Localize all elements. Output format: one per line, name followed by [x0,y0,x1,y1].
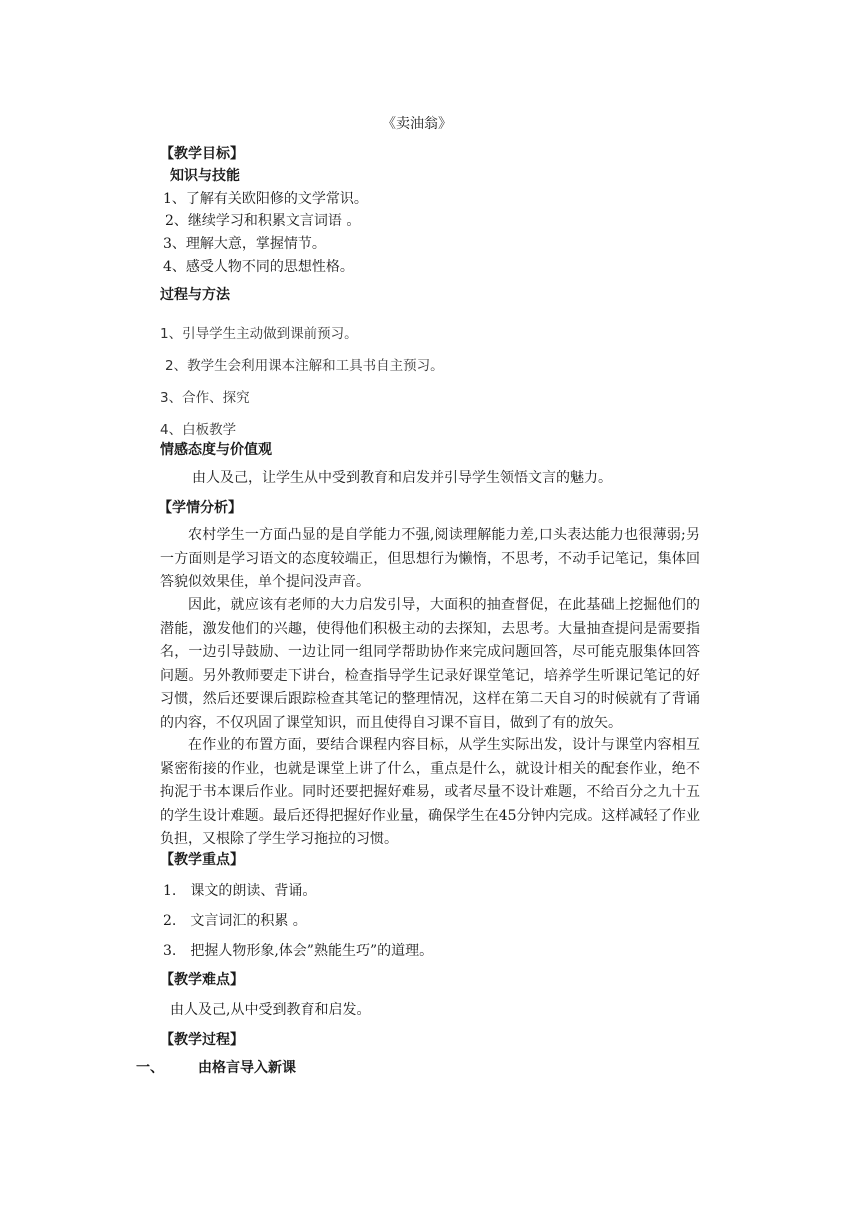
key-point-text: 文言词汇的积累 。 [190,913,307,929]
process-item: 3、合作、探究 [160,390,250,406]
emotion-text: 由人及己，让学生从中受到教育和启发并引导学生领悟文言的魅力。 [192,470,612,486]
subheading-knowledge: 知识与技能 [170,168,240,184]
knowledge-item: 4、感受人物不同的思想性格。 [163,259,354,275]
subheading-emotion: 情感态度与价值观 [160,442,272,458]
section-heading-objectives: 【教学目标】 [160,146,244,162]
key-point-number: 2. [163,913,177,929]
analysis-paragraph: 因此，就应该有老师的大力启发引导，大面积的抽查督促，在此基础上挖掘他们的潜能，激发他们的兴趣，使得他们积极主动的去探知，去思考。大量抽查提问是需要指名，一边引导鼓励、一边让同一组同学帮助协作来完成问题回答，尽可能克服集体回答问题。另外教师要走下讲台，检查指导学生记录好课堂笔记，培养学生听课记笔记的好习惯，然后还要课后跟踪检查其笔记的整理情况，这样在第二天自习的时候就有了背诵的内容，不仅巩固了课堂知识，而且使得自习课不盲目，做到了有的放矢。 [160,597,700,731]
process-step-title: 由格言导入新课 [198,1060,296,1076]
key-point-text: 把握人物形象,体会”熟能生巧”的道理。 [190,943,434,959]
section-heading-process: 【教学过程】 [160,1032,244,1048]
process-item: 1、引导学生主动做到课前预习。 [160,326,358,342]
key-point-item [163,941,433,961]
difficulties-text: 由人及己,从中受到教育和启发。 [170,1002,371,1018]
key-point-number: 3. [163,943,177,959]
analysis-paragraph: 在作业的布置方面，要结合课程内容目标，从学生实际出发，设计与课堂内容相互紧密衔接的作业，也就是课堂上讲了什么，重点是什么，就设计相关的配套作业，绝不拘泥于书本课后作业。同时还要把握好难易，或者尽量不设计难题，不给百分之九十五的学生设计难题。最后还得把握好作业量，确保学生在45分钟内完成。这样减轻了作业负担，又根除了学生学习拖拉的习惯。 [160,737,700,847]
knowledge-item: 1、了解有关欧阳修的文学常识。 [163,191,368,207]
section-heading-key-points: 【教学重点】 [160,852,244,868]
process-step [136,1058,296,1078]
analysis-paragraph: 农村学生一方面凸显的是自学能力不强,阅读理解能力差,口头表达能力也很薄弱;另一方面则是学习语文的态度较端正，但思想行为懒惰，不思考，不动手记笔记，集体回答貌似效果佳，单个提问没声音。 [160,527,700,590]
key-point-item [163,911,307,931]
process-step-number: 一、 [136,1060,164,1076]
section-heading-difficulties: 【教学难点】 [160,972,244,988]
key-point-item [163,881,316,901]
subheading-process: 过程与方法 [160,287,230,303]
process-item: 2、教学生会利用课本注解和工具书自主预习。 [165,358,444,374]
knowledge-item: 2、继续学习和积累文言词语 。 [165,213,361,229]
key-point-number: 1. [163,883,177,899]
key-point-text: 课文的朗读、背诵。 [190,883,317,899]
process-item: 4、白板教学 [160,422,237,438]
section-heading-analysis: 【学情分析】 [158,500,242,516]
document-title: 《卖油翁》 [382,116,452,132]
knowledge-item: 3、理解大意，掌握情节。 [163,236,326,252]
